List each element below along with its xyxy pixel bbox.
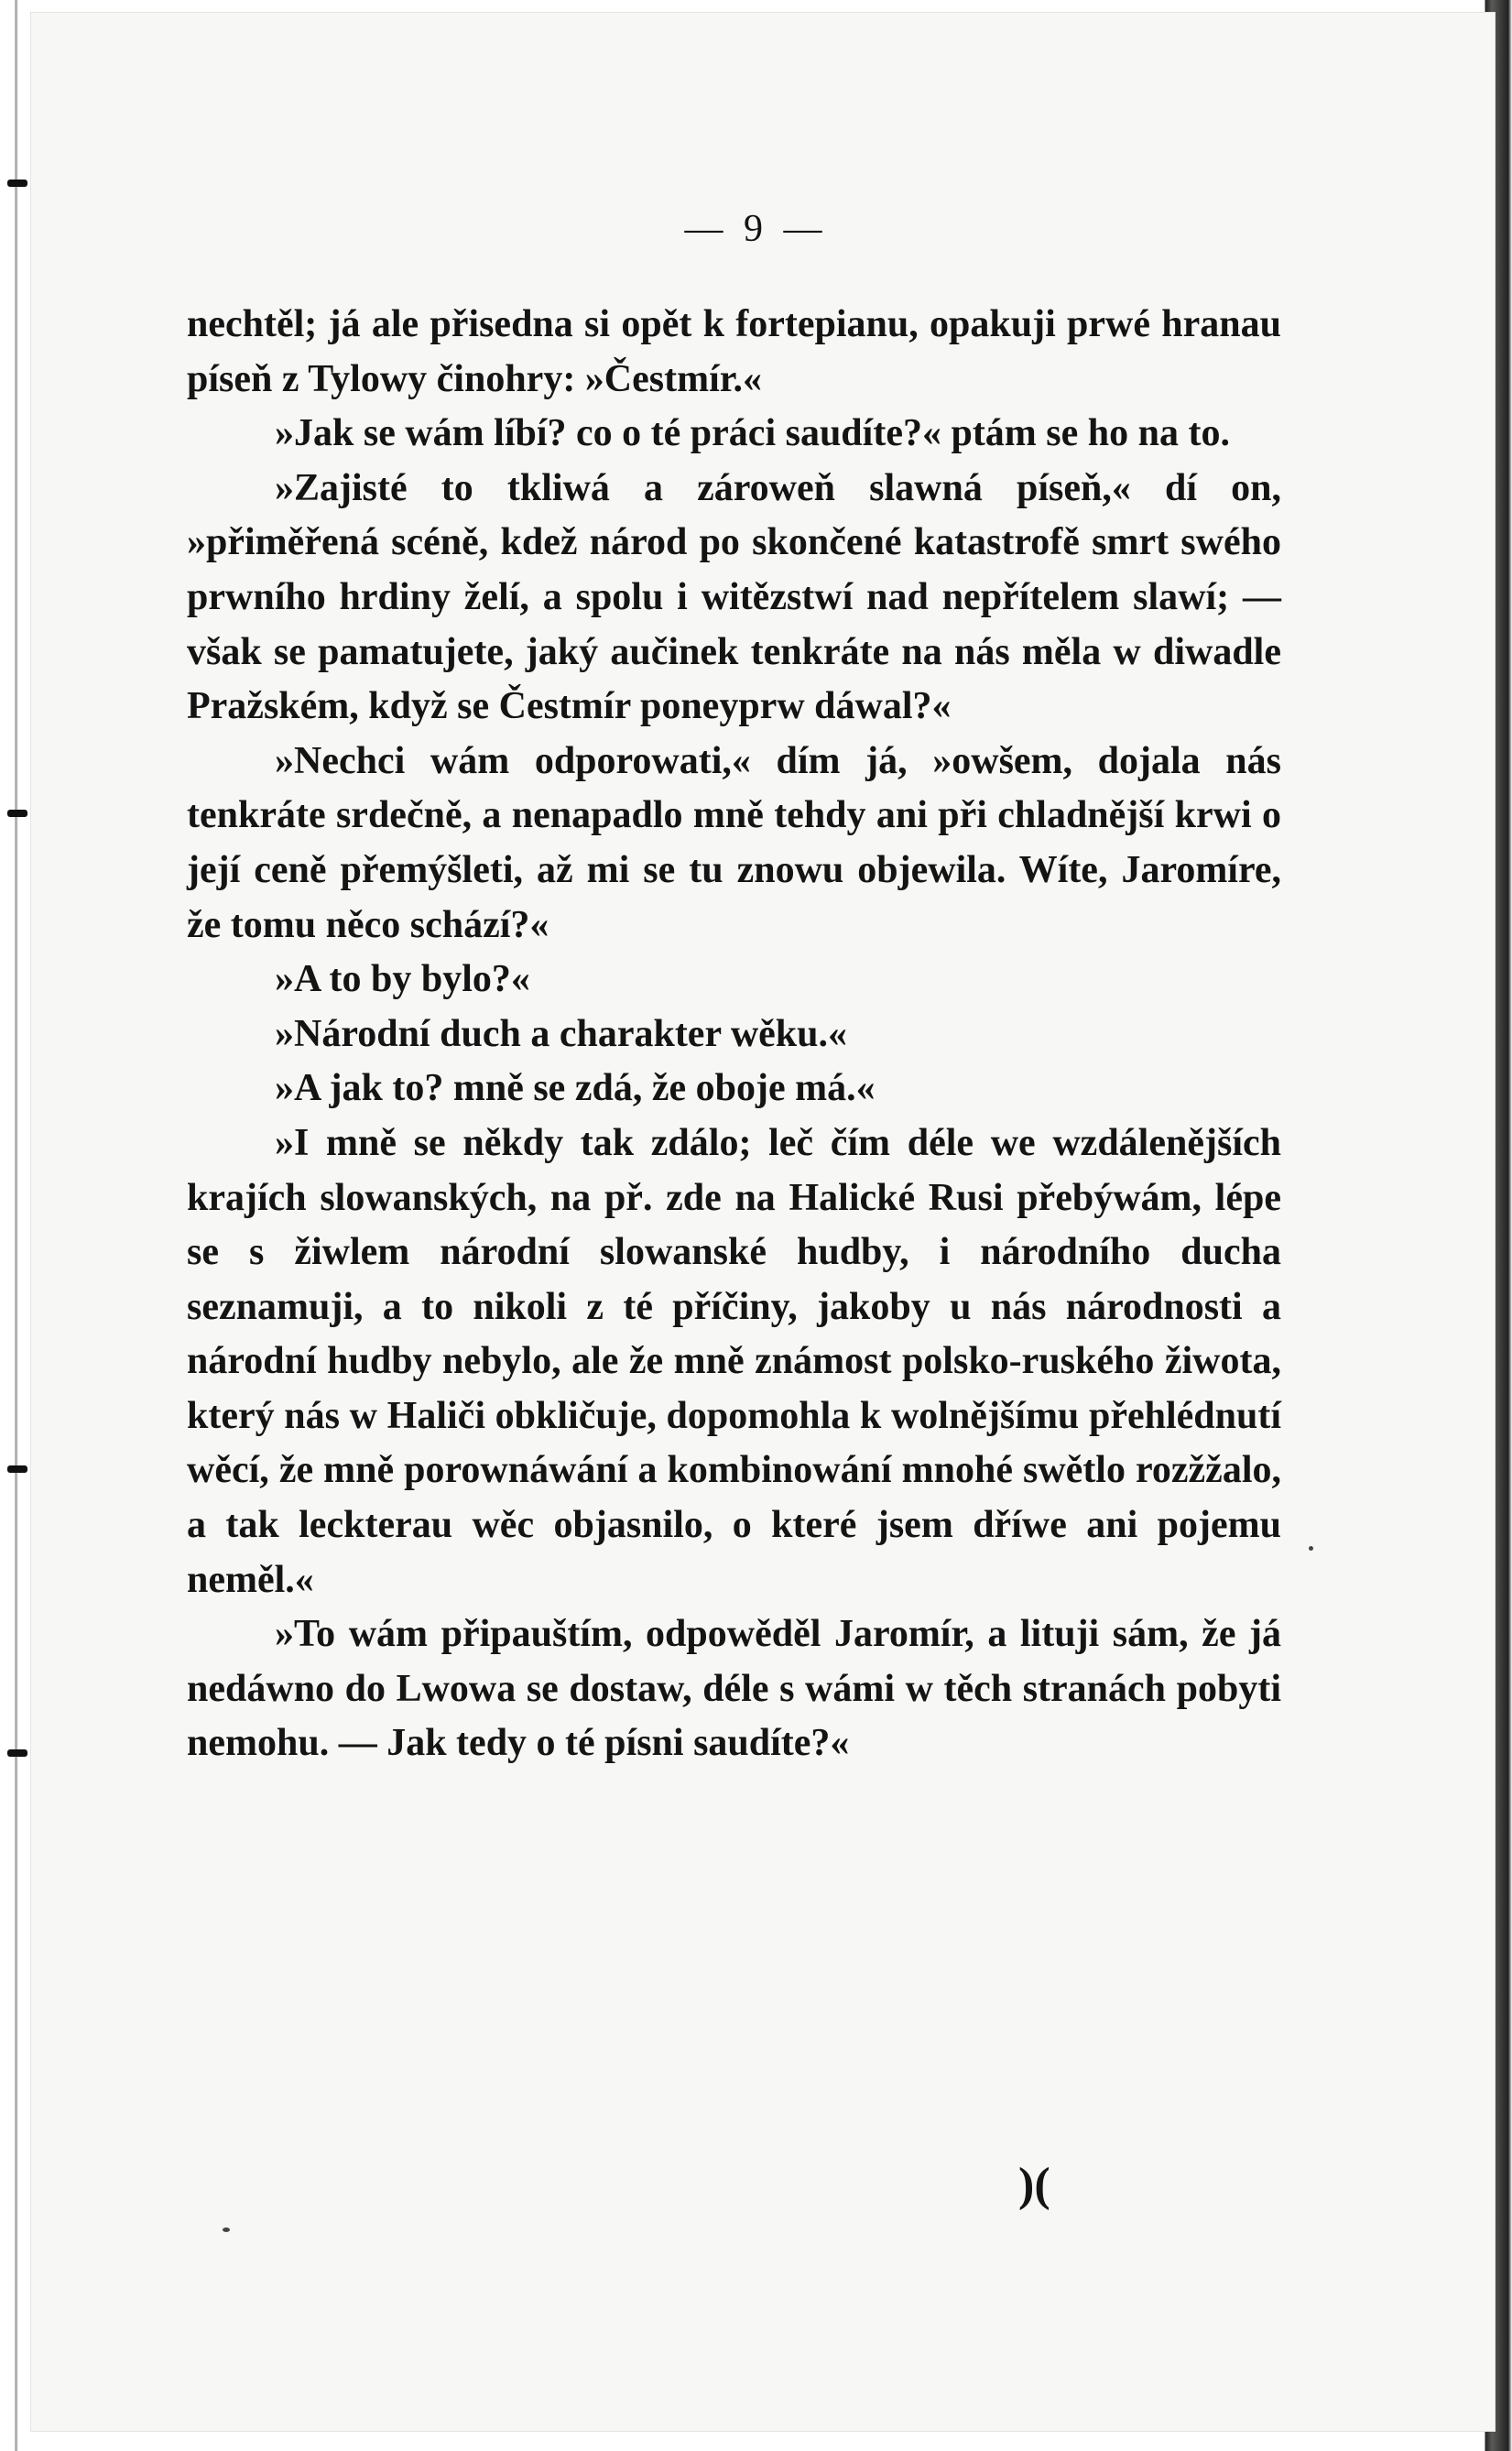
binding-mark bbox=[7, 810, 27, 817]
catchword: )( bbox=[1018, 2159, 1050, 2211]
paragraph: »To wám připauštím, odpowěděl Jaromír, a lituji sám, že já nedáwno do Lwowa se dostaw, déle s wámi w těch stranách pobyti nemohu. — Jak tedy o té písni saudíte?« bbox=[187, 1613, 1281, 1765]
paragraph: »A jak to? mně se zdá, že oboje má.« bbox=[275, 1067, 876, 1110]
page-body bbox=[187, 298, 1281, 1771]
paragraph: nechtěl; já ale přisedna si opět k fortepianu, opakuji prwé hranau píseň z Tylowy činohry: »Čestmír.« bbox=[187, 303, 1281, 400]
paragraph: »Zajisté to tkliwá a zároweň slawná píseň,« dí on, »přiměřená scéně, kdež národ po skončené katastrofě smrt swého prwního hrdiny želí, a spolu i witězstwí nad nepřítelem slawí; — však se pamatujete, jaký aučinek tenkráte na nás měla w diwadle Pražském, když se Čestmír poneyprw dáwal?« bbox=[187, 466, 1281, 728]
ink-speck bbox=[223, 2228, 230, 2232]
ink-speck bbox=[1309, 1546, 1313, 1551]
paragraph: »I mně se někdy tak zdálo; leč čím déle we wzdálenějších krajích slowanských, na př. zde na Halické Rusi přebýwám, lépe se s žiwlem národní slowanské hudby, i národního ducha seznamuji, a to nikoli z té příčiny, jakoby u nás národnosti a národní hudby nebylo, ale že mně známost polsko-ruského žiwota, který nás w Haliči obkličuje, dopomohla k wolnějšímu přehlédnutí wěcí, že mně porownáwání a kombinowání mnohé swětlo rozžžalo, a tak leckterau wěc objasnilo, o které jsem dříwe ani pojemu neměl.« bbox=[187, 1121, 1281, 1601]
binding-mark bbox=[7, 180, 27, 187]
paragraph: »Národní duch a charakter wěku.« bbox=[275, 1012, 848, 1055]
binding-gutter bbox=[0, 0, 31, 2451]
paragraph: »Jak se wám líbí? co o té práci saudíte?« ptám se ho na to. bbox=[275, 412, 1230, 455]
paragraph: »Nechci wám odporowati,« dím já, »owšem, dojala nás tenkráte srdečně, a nenapadlo mně tehdy ani při chladnější krwi o její ceně přemýšleti, až mi se tu znowu objewila. Wíte, Jaromíre, že tomu něco schází?« bbox=[187, 739, 1281, 946]
page-number: — 9 — bbox=[684, 208, 828, 250]
binding-mark bbox=[7, 1465, 27, 1473]
paragraph: »A to by bylo?« bbox=[275, 958, 530, 1001]
binding-mark bbox=[7, 1749, 27, 1757]
